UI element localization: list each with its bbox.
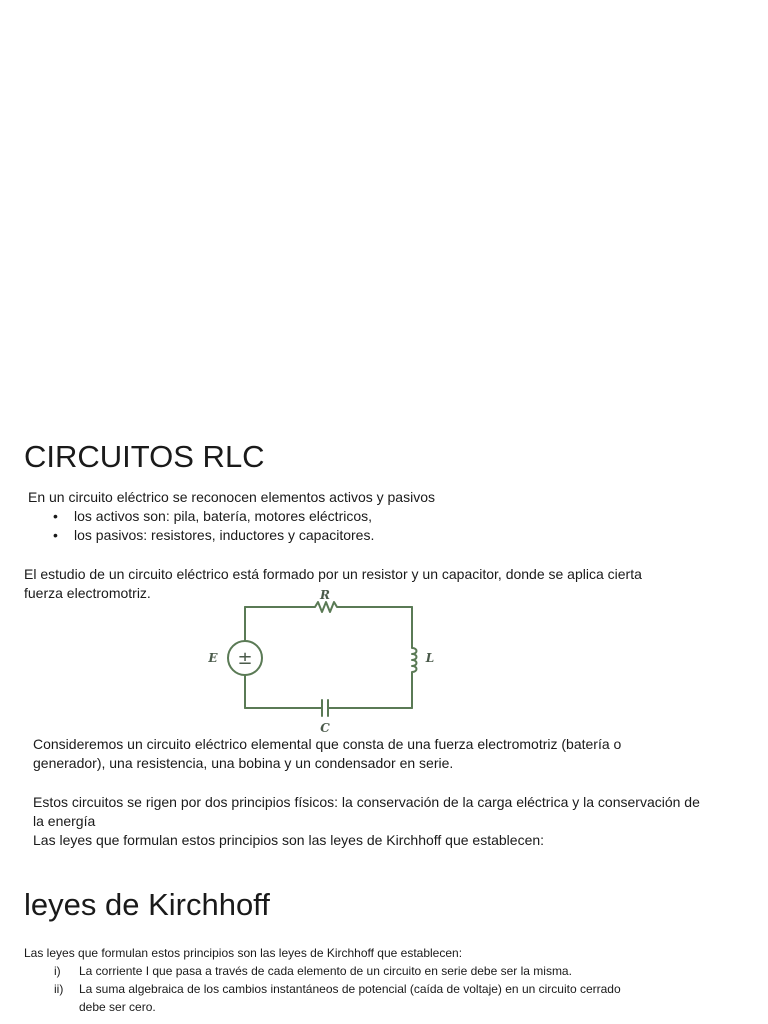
page-title: CIRCUITOS RLC <box>24 439 265 474</box>
capacitor-plates <box>322 700 328 716</box>
study-line-1: El estudio de un circuito eléctrico está formado por un resistor y un capacitor, donde se aplica cierta <box>24 566 642 582</box>
inductor-wire <box>412 607 417 708</box>
principles-line-3: Las leyes que formulan estos principios son las leyes de Kirchhoff que establecen: <box>33 832 545 848</box>
source-symbol: ± <box>237 648 253 669</box>
label-c: C <box>320 721 330 735</box>
list-item <box>0 526 768 545</box>
section-title-kirchhoff: leyes de Kirchhoff <box>24 887 270 922</box>
consider-line-1: Consideremos un circuito eléctrico elemental que consta de una fuerza electromotriz (batería o <box>33 736 622 752</box>
bullet-icon: • <box>53 508 58 524</box>
principles-line-2: la energía <box>33 813 96 829</box>
law-number: i) <box>54 964 61 978</box>
law-text: La corriente I que pasa a través de cada elemento de un circuito en serie debe ser la misma. <box>79 964 572 978</box>
list-item <box>0 980 768 1016</box>
list-item <box>0 962 768 980</box>
resistor-wire <box>245 602 412 612</box>
label-l: L <box>425 651 435 665</box>
list-item-text: los activos son: pila, batería, motores eléctricos, <box>74 508 373 524</box>
consider-line-2: generador), una resistencia, una bobina y un condensador en serie. <box>33 755 454 771</box>
principles-line-1: Estos circuitos se rigen por dos principios físicos: la conservación de la carga eléctrica y la conservación de <box>33 794 700 810</box>
law-number: ii) <box>54 982 64 996</box>
kirchhoff-intro: Las leyes que formulan estos principios son las leyes de Kirchhoff que establecen: <box>24 946 463 960</box>
list-item-text: los pasivos: resistores, inductores y capacitores. <box>74 527 375 543</box>
law-text: La suma algebraica de los cambios instantáneos de potencial (caída de voltaje) en un circuito cerrado <box>79 982 621 996</box>
list-item <box>0 507 768 526</box>
label-e: E <box>208 651 218 665</box>
study-line-2: fuerza electromotriz. <box>24 585 151 601</box>
bullet-icon: • <box>53 527 58 543</box>
intro-text: En un circuito eléctrico se reconocen elementos activos y pasivos <box>28 489 435 505</box>
law-text-continued: debe ser cero. <box>79 1000 156 1014</box>
rlc-circuit-diagram <box>195 585 445 737</box>
label-r: R <box>320 588 330 602</box>
